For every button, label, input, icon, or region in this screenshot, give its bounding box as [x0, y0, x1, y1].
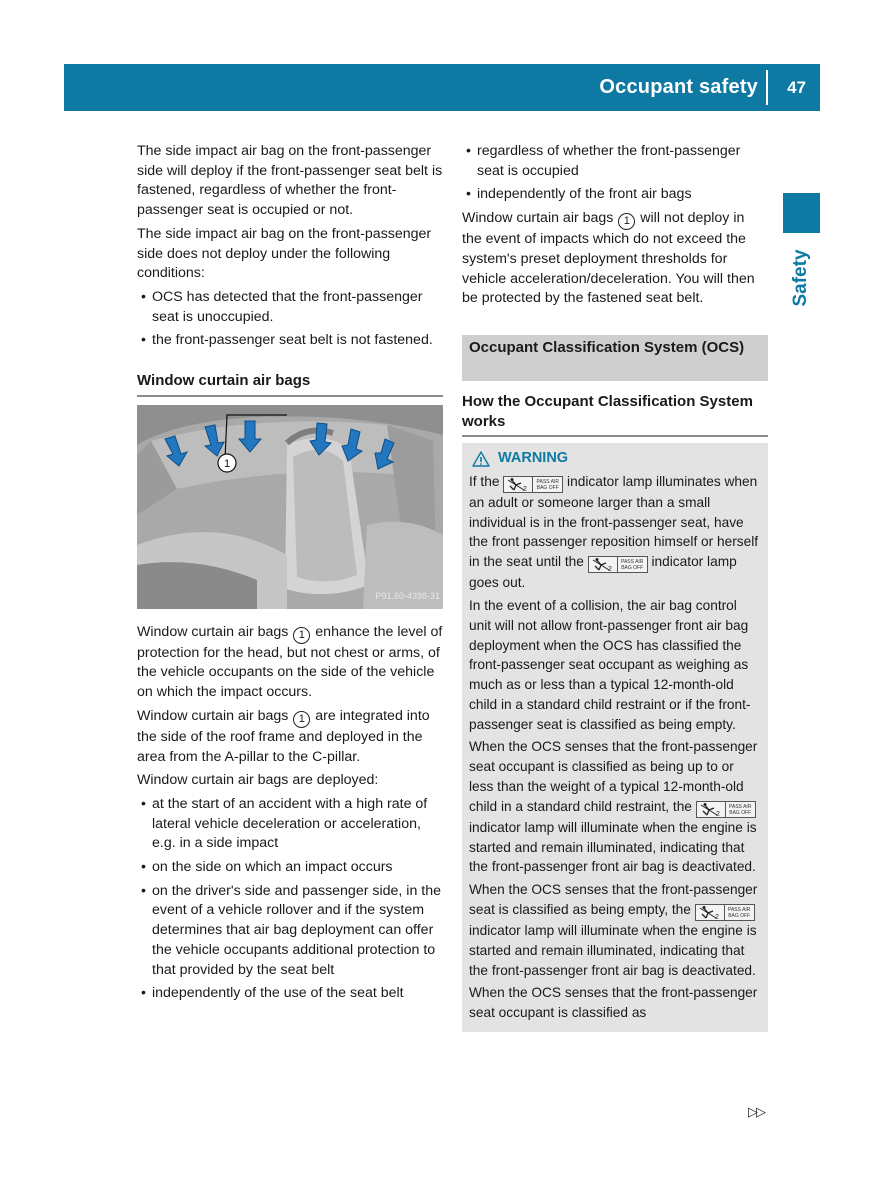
pass-airbag-off-lamp-icon	[588, 556, 648, 573]
header-bar	[64, 64, 820, 111]
text-run: will not deploy in the event of impacts which do not exceed the system's preset deployment thresholds for vehicle acceleration/deceleration. You will then be protected by the fastened seat belt.	[462, 210, 755, 307]
callout-marker: 1	[618, 213, 635, 230]
curtain-note-paragraph	[462, 209, 768, 309]
text-run: are integrated into the side of the roof frame and deployed in the area from the A-pillar to the C-pillar.	[137, 707, 430, 765]
pass-airbag-off-lamp-icon	[696, 801, 756, 818]
curtain-airbag-figure	[137, 405, 443, 609]
chapter-label-text: Safety	[790, 249, 811, 307]
lamp-text: PASS AIR BAG OFF	[726, 801, 756, 818]
list-item: • independently of the front air bags	[462, 185, 768, 205]
non-deploy-conditions-list	[137, 288, 443, 351]
warning-paragraph: In the event of a collision, the air bag control unit will not allow front-passenger front air bag deployment when the OCS has classified the front-passenger seat occupant as weighing as much as or less than a typical 12-month-old child in a standard child restraint or if the front-passenger seat is classified as being empty.	[469, 597, 751, 732]
chapter-tab	[783, 193, 820, 233]
svg-text:2: 2	[523, 485, 528, 492]
lamp-text: PASS AIR BAG OFF	[725, 904, 755, 921]
right-column	[462, 142, 768, 1032]
warning-box	[462, 443, 768, 1032]
svg-text:2: 2	[715, 810, 720, 817]
list-item: • on the side on which an impact occurs	[137, 858, 443, 878]
callout-marker: 1	[293, 627, 310, 644]
callout-marker: 1	[293, 711, 310, 728]
figure-callout: 1	[223, 457, 231, 470]
curtain-paragraph	[137, 707, 443, 767]
list-item: • the front-passenger seat belt is not fastened.	[137, 331, 443, 351]
list-item: • at the start of an accident with a high rate of lateral vehicle deceleration or acceleration, e.g. in a side impact	[137, 795, 443, 854]
subheading: How the Occupant Classification System works	[462, 392, 768, 437]
svg-text:2: 2	[714, 914, 719, 921]
left-column	[137, 142, 443, 1008]
warning-header	[469, 449, 761, 469]
text-run: indicator lamp will illuminate when the engine is started and remain illuminated, indicating that the front-passenger front air bag is deactivated.	[469, 923, 757, 978]
deploy-conditions-list	[137, 795, 443, 1004]
section-title: Occupant safety	[599, 76, 758, 98]
intro-paragraph: The side impact air bag on the front-passenger side will deploy if the front-passenger seat belt is fastened, regardless of whether the front-passenger seat is occupied or not.	[137, 143, 443, 219]
text-run: indicator lamp will illuminate when the engine is started and remain illuminated, indicating that the front-passenger front air bag is deactivated.	[469, 819, 757, 875]
lamp-text: PASS AIR BAG OFF	[533, 476, 563, 493]
chapter-label	[790, 243, 812, 313]
text-run: indicator lamp goes out.	[469, 554, 737, 591]
list-item: • on the driver's side and passenger side, in the event of a vehicle rollover and if the system determines that air bag deployment can offer the vehicle occupants additional protection to that provided by the seat belt	[137, 882, 443, 981]
list-item: • OCS has detected that the front-passenger seat is unoccupied.	[137, 288, 443, 327]
continue-marker: ▷▷	[748, 1104, 764, 1119]
section-heading: Window curtain air bags	[137, 371, 443, 397]
svg-text:2: 2	[607, 566, 612, 573]
warning-label: WARNING	[498, 449, 569, 466]
warning-paragraph	[469, 737, 761, 877]
text-run: Window curtain air bags	[462, 210, 618, 227]
figure-code: P91.60-4398-31	[375, 591, 440, 602]
curtain-paragraph: Window curtain air bags are deployed:	[137, 772, 379, 789]
list-item: • independently of the use of the seat belt	[137, 984, 443, 1004]
warning-triangle-icon	[472, 451, 490, 467]
warning-paragraph	[469, 472, 761, 593]
text-run: If the	[469, 473, 504, 489]
warning-paragraph: When the OCS senses that the front-passenger seat occupant is classified as	[469, 985, 758, 1021]
pass-airbag-off-lamp-icon	[503, 476, 563, 493]
deploy-conditions-continued-list	[462, 142, 768, 205]
lamp-text: PASS AIR BAG OFF	[618, 556, 648, 573]
curtain-airbag-illustration	[137, 405, 443, 609]
text-run: When the OCS senses that the front-passenger seat is classified as being empty, the	[469, 882, 758, 918]
pass-airbag-off-lamp-icon	[695, 904, 755, 921]
list-item: • regardless of whether the front-passenger seat is occupied	[462, 142, 768, 181]
page-number: 47	[787, 78, 806, 97]
text-run: enhance the level of protection for the head, but not chest or arms, of the vehicle occupants on the side of the vehicle on which the impact occurs.	[137, 623, 443, 701]
section-heading-ocs: Occupant Classification System (OCS)	[462, 335, 768, 381]
text-run: indicator lamp illuminates when an adult or someone larger than a small individual is in the front-passenger seat, have the front passenger reposition himself or herself in the seat until the	[469, 473, 759, 570]
text-run: Window curtain air bags	[137, 623, 293, 640]
intro-paragraph: The side impact air bag on the front-passenger side does not deploy under the following conditions:	[137, 225, 432, 282]
header-divider	[766, 70, 768, 105]
warning-paragraph	[469, 880, 761, 980]
text-run: When the OCS senses that the front-passenger seat occupant is classified as being up to or less than the weight of a typical 12-month-old child in a standard child restraint, the	[469, 739, 758, 814]
curtain-paragraph	[137, 623, 443, 703]
text-run: Window curtain air bags	[137, 707, 293, 724]
